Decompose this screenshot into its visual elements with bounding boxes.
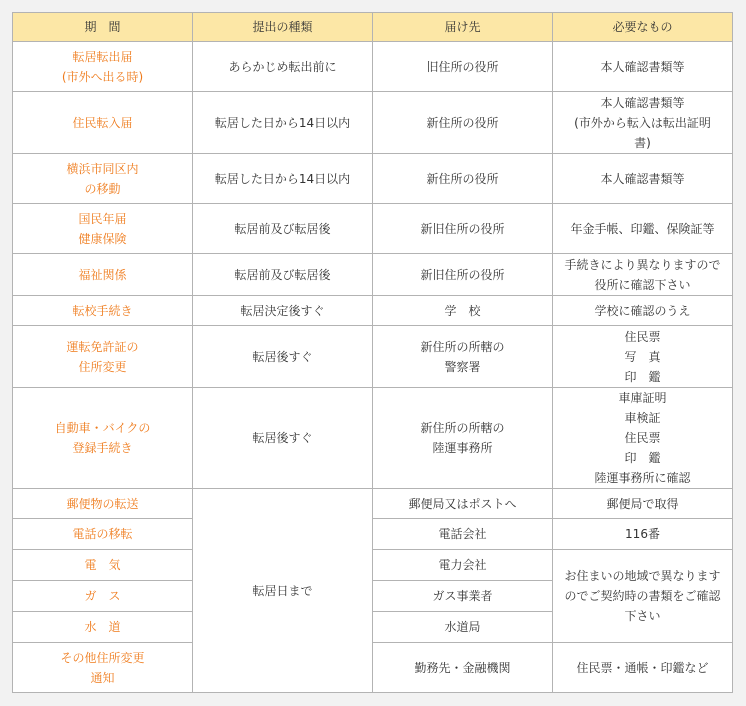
required-cell: 学校に確認のうえ: [553, 296, 733, 326]
required-cell: 住民票・通帳・印鑑など: [553, 643, 733, 693]
table-row: [13, 489, 733, 519]
table-row: [13, 519, 733, 550]
table-row: [13, 204, 733, 254]
destination-cell: 新旧住所の役所: [373, 204, 553, 254]
required-cell: 本人確認書類等 (市外から転入は転出証明 書): [553, 92, 733, 154]
period-cell: 電話の移転: [13, 519, 193, 550]
header-required: 必要なもの: [553, 13, 733, 42]
table-row: [13, 550, 733, 581]
destination-cell: ガス事業者: [373, 581, 553, 612]
destination-cell: 新住所の所轄の 陸運事務所: [373, 388, 553, 489]
destination-cell: 新住所の所轄の 警察署: [373, 326, 553, 388]
table-row: [13, 296, 733, 326]
table-row: [13, 92, 733, 154]
period-cell: 横浜市同区内 の移動: [13, 154, 193, 204]
destination-cell: 新旧住所の役所: [373, 254, 553, 296]
header-destination: 届け先: [373, 13, 553, 42]
table-row: [13, 254, 733, 296]
destination-cell: 電話会社: [373, 519, 553, 550]
header-period: 期 間: [13, 13, 193, 42]
moving-procedures-table: [12, 12, 733, 693]
required-cell: 住民票 写 真 印 鑑: [553, 326, 733, 388]
required-cell: 郵便局で取得: [553, 489, 733, 519]
period-cell: 国民年届 健康保険: [13, 204, 193, 254]
procedure-table-container: [12, 12, 733, 693]
header-row: [13, 13, 733, 42]
table-row: [13, 388, 733, 489]
type-cell: 転居前及び転居後: [193, 254, 373, 296]
required-cell: 車庫証明 車検証 住民票 印 鑑 陸運事務所に確認: [553, 388, 733, 489]
table-row: [13, 42, 733, 92]
required-cell: 手続きにより異なりますので 役所に確認下さい: [553, 254, 733, 296]
period-cell: 転居転出届 (市外へ出る時): [13, 42, 193, 92]
table-row: [13, 154, 733, 204]
period-cell: 転校手続き: [13, 296, 193, 326]
destination-cell: 勤務先・金融機関: [373, 643, 553, 693]
destination-cell: 電力会社: [373, 550, 553, 581]
destination-cell: 水道局: [373, 612, 553, 643]
type-cell-merged: 転居日まで: [193, 489, 373, 693]
required-cell: 本人確認書類等: [553, 154, 733, 204]
destination-cell: 新住所の役所: [373, 154, 553, 204]
table-row: [13, 643, 733, 693]
destination-cell: 旧住所の役所: [373, 42, 553, 92]
period-cell: 福祉関係: [13, 254, 193, 296]
required-cell: 116番: [553, 519, 733, 550]
period-cell: 郵便物の転送: [13, 489, 193, 519]
destination-cell: 新住所の役所: [373, 92, 553, 154]
required-cell: 年金手帳、印鑑、保険証等: [553, 204, 733, 254]
period-cell: ガ ス: [13, 581, 193, 612]
required-cell-merged: お住まいの地域で異なります のでご契約時の書類をご確認 下さい: [553, 550, 733, 643]
period-cell: 電 気: [13, 550, 193, 581]
period-cell: 住民転入届: [13, 92, 193, 154]
destination-cell: 学 校: [373, 296, 553, 326]
required-cell: 本人確認書類等: [553, 42, 733, 92]
type-cell: 転居した日から14日以内: [193, 92, 373, 154]
destination-cell: 郵便局又はポストへ: [373, 489, 553, 519]
type-cell: 転居後すぐ: [193, 326, 373, 388]
type-cell: 転居決定後すぐ: [193, 296, 373, 326]
table-row: [13, 326, 733, 388]
period-cell: 自動車・バイクの 登録手続き: [13, 388, 193, 489]
period-cell: 運転免許証の 住所変更: [13, 326, 193, 388]
period-cell: その他住所変更 通知: [13, 643, 193, 693]
type-cell: 転居した日から14日以内: [193, 154, 373, 204]
type-cell: 転居後すぐ: [193, 388, 373, 489]
type-cell: 転居前及び転居後: [193, 204, 373, 254]
period-cell: 水 道: [13, 612, 193, 643]
type-cell: あらかじめ転出前に: [193, 42, 373, 92]
header-type: 提出の種類: [193, 13, 373, 42]
